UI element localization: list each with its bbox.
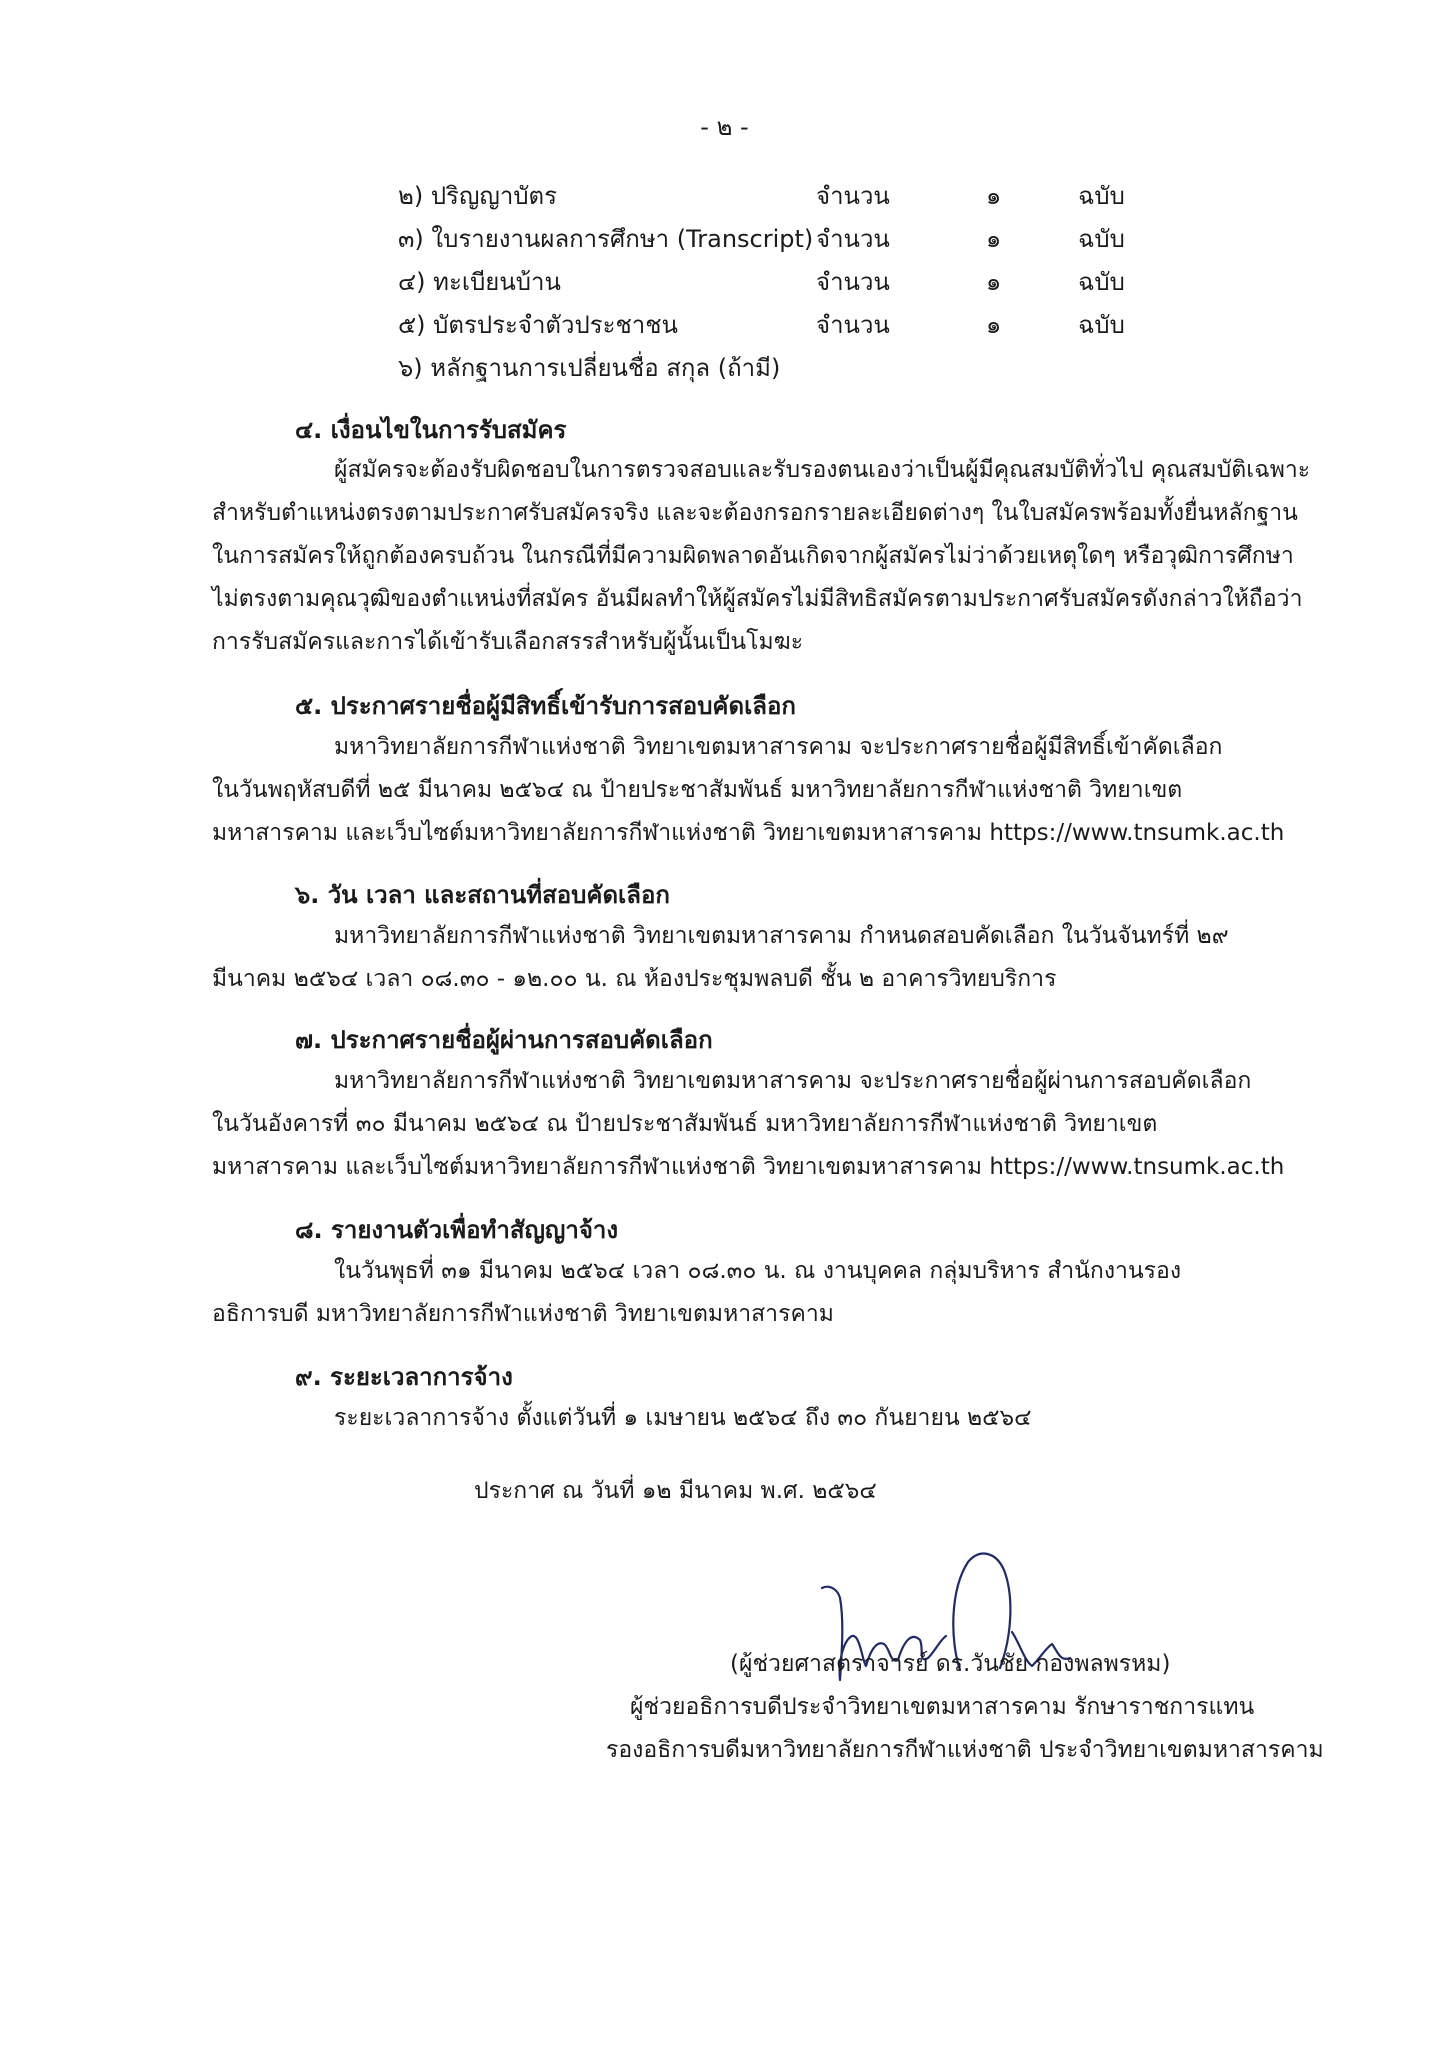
quantity-number: ๑ <box>986 268 1002 296</box>
quantity-label: จำนวน <box>816 225 890 253</box>
paragraph-line: ในวันพฤหัสบดีที่ ๒๕ มีนาคม ๒๕๖๔ ณ ป้ายประชาสัมพันธ์ มหาวิทยาลัยการกีฬาแห่งชาติ วิทยาเขต <box>212 777 1183 803</box>
paragraph-line: มหาสารคาม และเว็บไซต์มหาวิทยาลัยการกีฬาแห่งชาติ วิทยาเขตมหาสารคาม https://www.tnsumk.ac.th <box>212 820 1285 846</box>
paragraph-line: ในวันพุธที่ ๓๑ มีนาคม ๒๕๖๔ เวลา ๐๘.๓๐ น. ณ งานบุคคล กลุ่มบริหาร สำนักงานรอง <box>334 1258 1182 1284</box>
announce-date: ประกาศ ณ วันที่ ๑๒ มีนาคม พ.ศ. ๒๕๖๔ <box>474 1478 877 1504</box>
section-heading: ๕. ประกาศรายชื่อผู้มีสิทธิ์เข้ารับการสอบคัดเลือก <box>295 692 796 720</box>
quantity-number: ๑ <box>986 225 1002 253</box>
document-label: ๖) หลักฐานการเปลี่ยนชื่อ สกุล (ถ้ามี) <box>398 354 781 382</box>
section-heading: ๗. ประกาศรายชื่อผู้ผ่านการสอบคัดเลือก <box>295 1026 713 1054</box>
page-number: - ๒ - <box>700 113 749 141</box>
signatory-name: (ผู้ช่วยศาสตราจารย์ ดร.วันชัย กองพลพรหม) <box>730 1651 1171 1677</box>
paragraph-line: อธิการบดี มหาวิทยาลัยการกีฬาแห่งชาติ วิทยาเขตมหาสารคาม <box>212 1301 834 1327</box>
quantity-number: ๑ <box>986 311 1002 339</box>
section-heading: ๙. ระยะเวลาการจ้าง <box>295 1363 513 1391</box>
quantity-unit: ฉบับ <box>1078 268 1125 296</box>
paragraph-line: ไม่ตรงตามคุณวุฒิของตำแหน่งที่สมัคร อันมีผลทำให้ผู้สมัครไม่มีสิทธิสมัครตามประกาศรับสมัครดังกล่าวให้ถือว่า <box>212 586 1303 612</box>
section-heading: ๖. วัน เวลา และสถานที่สอบคัดเลือก <box>295 881 670 909</box>
paragraph-line: สำหรับตำแหน่งตรงตามประกาศรับสมัครจริง และจะต้องกรอกรายละเอียดต่างๆ ในใบสมัครพร้อมทั้งยื่นหลักฐาน <box>212 500 1298 526</box>
paragraph-line: ในวันอังคารที่ ๓๐ มีนาคม ๒๕๖๔ ณ ป้ายประชาสัมพันธ์ มหาวิทยาลัยการกีฬาแห่งชาติ วิทยาเขต <box>212 1111 1158 1137</box>
quantity-label: จำนวน <box>816 268 890 296</box>
quantity-unit: ฉบับ <box>1078 225 1125 253</box>
signatory-position: รองอธิการบดีมหาวิทยาลัยการกีฬาแห่งชาติ ประจำวิทยาเขตมหาสารคาม <box>606 1737 1324 1763</box>
paragraph-line: ระยะเวลาการจ้าง ตั้งแต่วันที่ ๑ เมษายน ๒๕๖๔ ถึง ๓๐ กันยายน ๒๕๖๔ <box>334 1405 1032 1431</box>
paragraph-line: มหาวิทยาลัยการกีฬาแห่งชาติ วิทยาเขตมหาสารคาม จะประกาศรายชื่อผู้ผ่านการสอบคัดเลือก <box>334 1068 1252 1094</box>
document-label: ๓) ใบรายงานผลการศึกษา (Transcript) <box>398 225 814 253</box>
quantity-label: จำนวน <box>816 311 890 339</box>
quantity-label: จำนวน <box>816 182 890 210</box>
quantity-number: ๑ <box>986 182 1002 210</box>
document-label: ๒) ปริญญาบัตร <box>398 182 558 210</box>
quantity-unit: ฉบับ <box>1078 311 1125 339</box>
signatory-position: ผู้ช่วยอธิการบดีประจำวิทยาเขตมหาสารคาม รักษาราชการแทน <box>630 1694 1255 1720</box>
paragraph-line: มีนาคม ๒๕๖๔ เวลา ๐๘.๓๐ - ๑๒.๐๐ น. ณ ห้องประชุมพลบดี ชั้น ๒ อาคารวิทยบริการ <box>212 966 1057 992</box>
paragraph-line: การรับสมัครและการได้เข้ารับเลือกสรรสำหรับผู้นั้นเป็นโมฆะ <box>212 629 804 655</box>
paragraph-line: มหาวิทยาลัยการกีฬาแห่งชาติ วิทยาเขตมหาสารคาม จะประกาศรายชื่อผู้มีสิทธิ์เข้าคัดเลือก <box>334 734 1223 760</box>
paragraph-line: มหาวิทยาลัยการกีฬาแห่งชาติ วิทยาเขตมหาสารคาม กำหนดสอบคัดเลือก ในวันจันทร์ที่ ๒๙ <box>334 923 1229 949</box>
paragraph-line: มหาสารคาม และเว็บไซต์มหาวิทยาลัยการกีฬาแห่งชาติ วิทยาเขตมหาสารคาม https://www.tnsumk.ac.th <box>212 1154 1285 1180</box>
document-label: ๕) บัตรประจำตัวประชาชน <box>398 311 678 339</box>
section-heading: ๔. เงื่อนไขในการรับสมัคร <box>295 416 567 444</box>
document-label: ๔) ทะเบียนบ้าน <box>398 268 561 296</box>
quantity-unit: ฉบับ <box>1078 182 1125 210</box>
section-heading: ๘. รายงานตัวเพื่อทำสัญญาจ้าง <box>295 1216 619 1244</box>
paragraph-line: ผู้สมัครจะต้องรับผิดชอบในการตรวจสอบและรับรองตนเองว่าเป็นผู้มีคุณสมบัติทั่วไป คุณสมบัติเฉพาะ <box>334 457 1311 483</box>
paragraph-line: ในการสมัครให้ถูกต้องครบถ้วน ในกรณีที่มีความผิดพลาดอันเกิดจากผู้สมัครไม่ว่าด้วยเหตุใดๆ หรือวุฒิการศึกษา <box>212 543 1294 569</box>
